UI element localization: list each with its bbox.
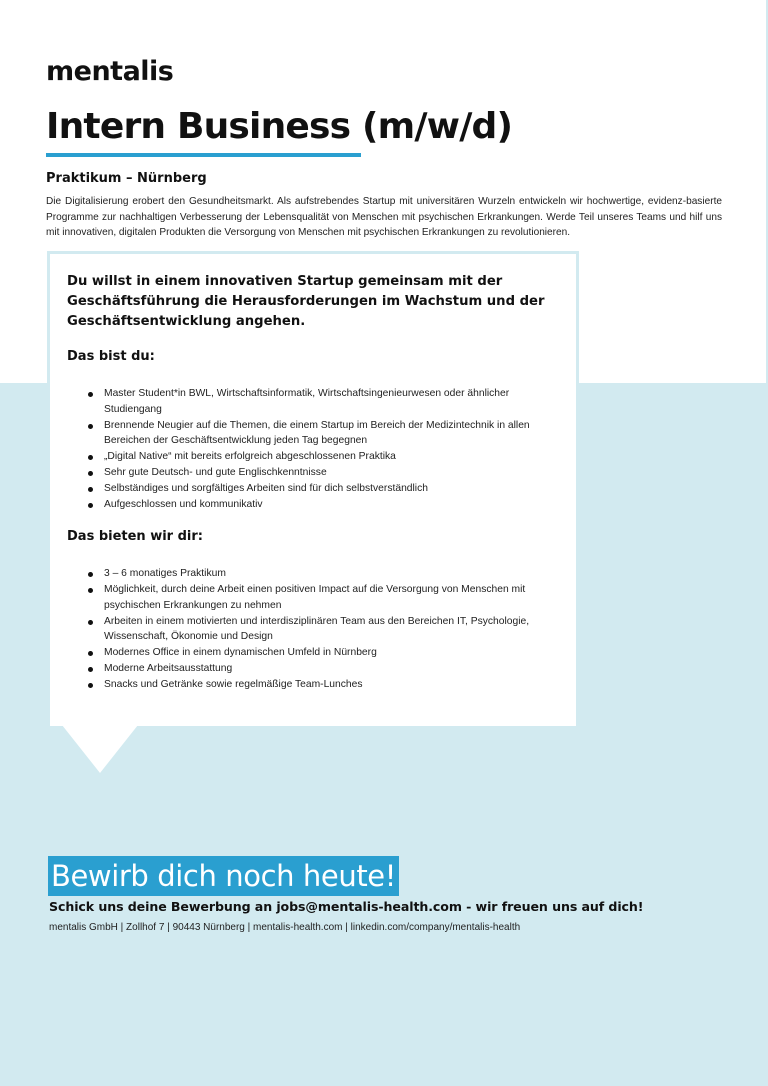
bullet-icon	[88, 588, 93, 593]
speech-bubble-tail	[62, 725, 138, 773]
company-footer: mentalis GmbH | Zollhof 7 | 90443 Nürnberg | mentalis-health.com | linkedin.com/company/mentalis-health	[49, 922, 521, 933]
cta-headline: Bewirb dich noch heute!	[48, 856, 399, 896]
list-item: Möglichkeit, durch deine Arbeit einen positiven Impact auf die Versorgung von Menschen mit psychischen Erkrankungen zu nehmen	[67, 582, 557, 613]
list-item: Moderne Arbeitsausstattung	[67, 661, 557, 677]
list-item: „Digital Native“ mit bereits erfolgreich abgeschlossenen Praktika	[67, 449, 557, 465]
list-item: Arbeiten in einem motivierten und interdisziplinären Team aus den Bereichen IT, Psychologie, Wissenschaft, Ökonomie und Design	[67, 614, 557, 645]
bullet-icon	[88, 455, 93, 460]
bullet-icon	[88, 487, 93, 492]
bullet-icon	[88, 572, 93, 577]
job-subtitle: Praktikum – Nürnberg	[46, 171, 207, 186]
list-item: Master Student*in BWL, Wirtschaftsinformatik, Wirtschaftsingenieurwesen oder ähnlicher Studiengang	[67, 386, 557, 417]
bullet-icon	[88, 503, 93, 508]
offer-heading: Das bieten wir dir:	[67, 529, 203, 544]
bullet-icon	[88, 471, 93, 476]
cta-subline: Schick uns deine Bewerbung an jobs@mentalis-health.com - wir freuen uns auf dich!	[49, 899, 644, 914]
bullet-icon	[88, 620, 93, 625]
title-underline	[46, 153, 361, 157]
profile-heading: Das bist du:	[67, 349, 155, 364]
list-item: Sehr gute Deutsch- und gute Englischkenntnisse	[67, 465, 557, 481]
bullet-icon	[88, 667, 93, 672]
list-item: Selbständiges und sorgfältiges Arbeiten sind für dich selbstverständlich	[67, 481, 557, 497]
list-item: 3 – 6 monatiges Praktikum	[67, 566, 557, 582]
info-card-bottom	[50, 700, 576, 726]
profile-list	[67, 386, 557, 513]
bullet-icon	[88, 424, 93, 429]
intro-paragraph: Die Digitalisierung erobert den Gesundheitsmarkt. Als aufstrebendes Startup mit universitären Wurzeln entwickeln wir hochwertige, evidenz-basierte Programme zur nachhaltigen Verbesserung der Lebensqualität von Menschen mit psychischen Erkrankungen. Werde Teil unseres Teams und hilf uns mit innovativen, digitalen Produkten die Versorgung von Menschen mit psychischen Erkrankungen zu revolutionieren.	[46, 196, 722, 238]
list-item: Snacks und Getränke sowie regelmäßige Team-Lunches	[67, 677, 557, 693]
bullet-icon	[88, 683, 93, 688]
card-lead: Du willst in einem innovativen Startup gemeinsam mit der Geschäftsführung die Herausforderungen im Wachstum und der Geschäftsentwicklung angehen.	[67, 274, 545, 329]
list-item: Modernes Office in einem dynamischen Umfeld in Nürnberg	[67, 645, 557, 661]
list-item: Aufgeschlossen und kommunikativ	[67, 497, 557, 513]
list-item: Brennende Neugier auf die Themen, die einem Startup im Bereich der Medizintechnik in allen Bereichen der Geschäftsentwicklung jeden Tag begegnen	[67, 418, 557, 449]
job-title: Intern Business (m/w/d)	[46, 106, 513, 147]
offer-list	[67, 566, 557, 693]
company-logo: mentalis	[46, 56, 174, 87]
bullet-icon	[88, 651, 93, 656]
bullet-icon	[88, 392, 93, 397]
